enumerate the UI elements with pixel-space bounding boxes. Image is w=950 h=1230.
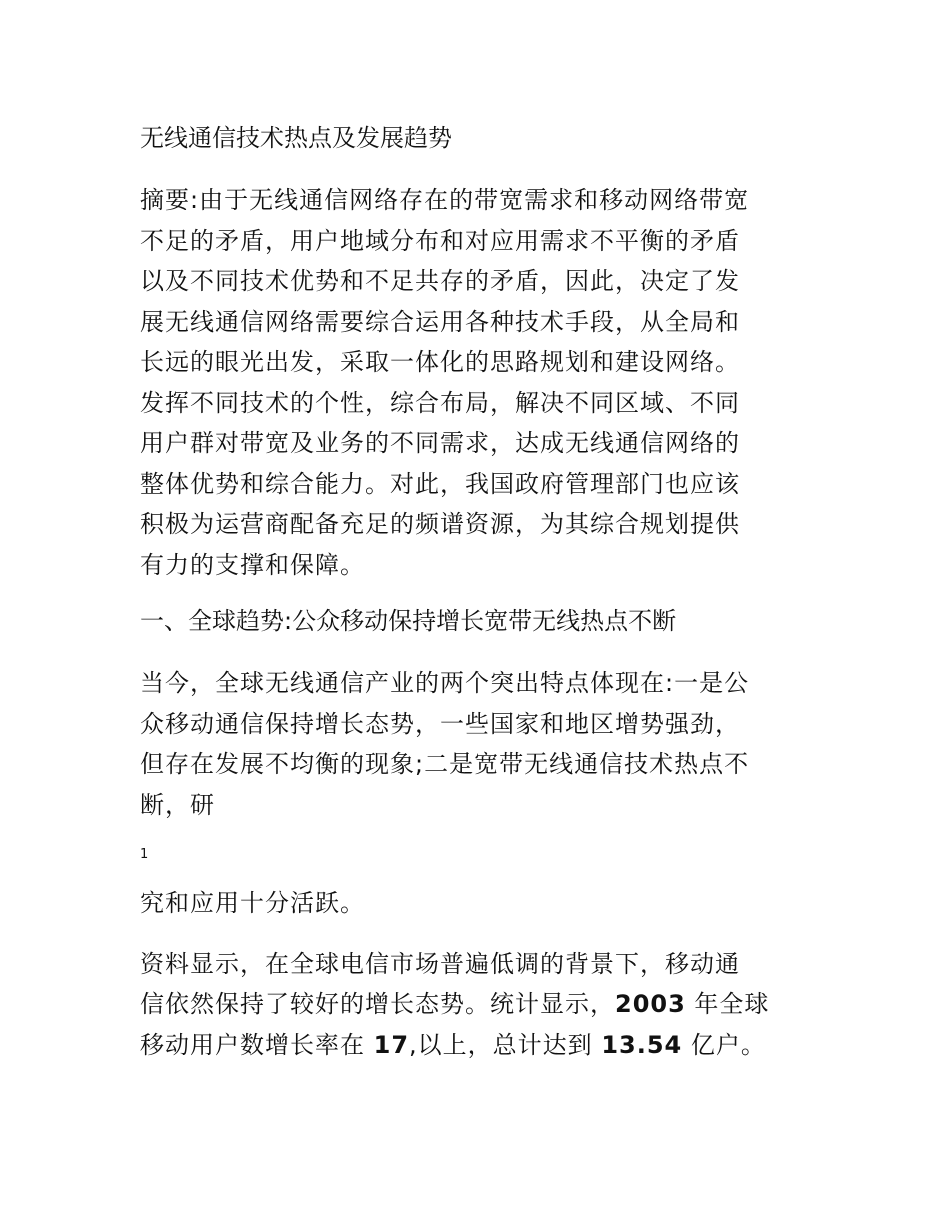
stats-line: 资料显示，在全球电信市场普遍低调的背景下，移动通 [140,949,740,978]
growth-rate-value: 17 [373,1030,410,1059]
page-number: 1 [140,847,149,862]
stats-text: 信依然保持了较好的增长态势。统计显示， [140,990,615,1018]
abstract-line: 长远的眼光出发，采取一体化的思路规划和建设网络。 [140,348,740,376]
abstract-paragraph [140,180,820,585]
abstract-line: 整体优势和综合能力。对此，我国政府管理部门也应该 [140,469,740,498]
section-line: 但存在发展不均衡的现象;二是宽带无线通信技术热点不 [140,750,750,778]
document-title: 无线通信技术热点及发展趋势 [140,124,452,152]
section-line: 当今，全球无线通信产业的两个突出特点体现在:一是公 [140,669,750,697]
abstract-line: 有力的支撑和保障。 [140,550,365,579]
abstract-line: 以及不同技术优势和不足共存的矛盾，因此，决定了发 [140,267,740,295]
section-paragraph [140,663,820,825]
abstract-line: 用户群对带宽及业务的不同需求，达成无线通信网络的 [140,429,740,457]
abstract-line: 积极为运营商配备充足的频谱资源，为其综合规划提供 [140,510,740,538]
year-value: 2003 [615,990,686,1018]
total-users-value: 13.54 [601,1030,683,1059]
stats-paragraph [140,944,820,1066]
abstract-line: 发挥不同技术的个性，综合布局，解决不同区域、不同 [140,388,740,417]
section-heading: 一、全球趋势:公众移动保持增长宽带无线热点不断 [140,607,677,635]
stats-text: 亿户。 [682,1030,766,1059]
abstract-line: 不足的矛盾，用户地域分布和对应用需求不平衡的矛盾 [140,226,740,255]
section-line: 众移动通信保持增长态势，一些国家和地区增势强劲， [140,709,740,738]
stats-text: 移动用户数增长率在 [140,1030,374,1059]
stats-line [140,984,820,1025]
stats-line [140,1025,820,1066]
section-line: 断，研 [140,790,215,819]
stats-text: 年全球 [685,990,770,1018]
continued-paragraph [140,883,820,924]
continued-line: 究和应用十分活跃。 [140,889,365,917]
abstract-line: 展无线通信网络需要综合运用各种技术手段，从全局和 [140,307,740,336]
document-page [140,122,820,1085]
stats-text: ,以上，总计达到 [409,1030,602,1059]
abstract-line: 摘要:由于无线通信网络存在的带宽需求和移动网络带宽 [140,186,750,214]
